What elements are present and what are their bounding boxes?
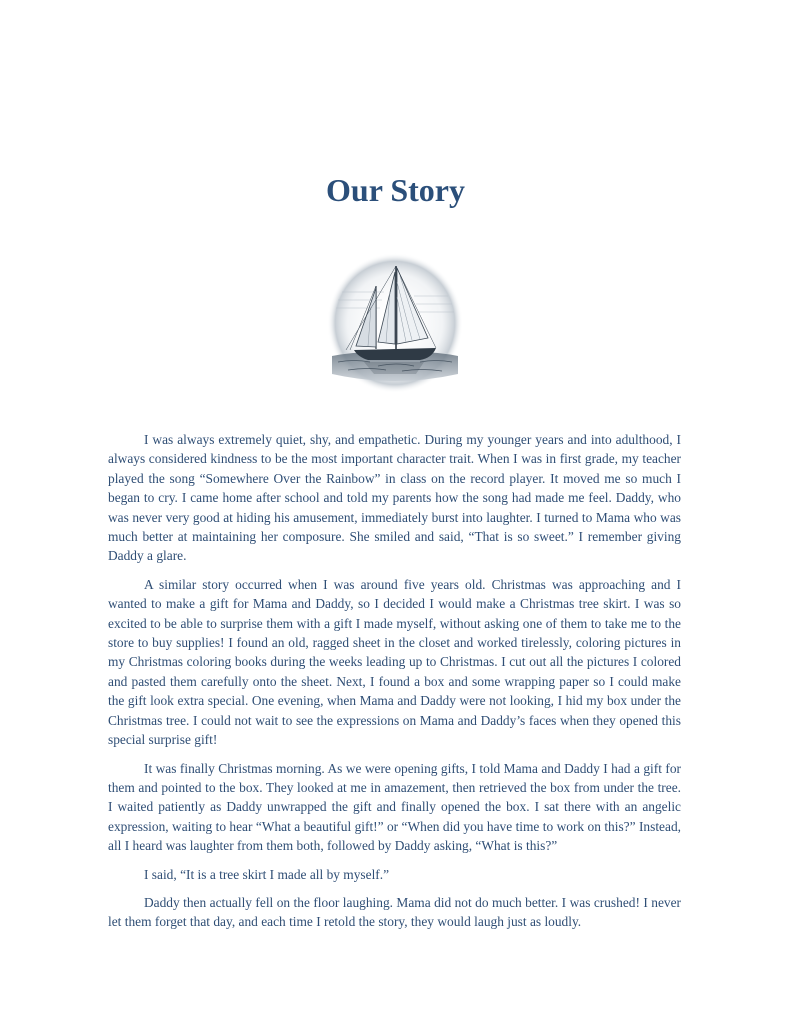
paragraph: Daddy then actually fell on the floor laughing. Mama did not do much better. I was crushed! I never let them forget that day, and each time I retold the story, they would laugh just as loudly.: [108, 894, 681, 930]
story-body: [108, 430, 681, 941]
paragraph: It was finally Christmas morning. As we were opening gifts, I told Mama and Daddy I had a gift for them and pointed to the box. They looked at me in amazement, then retrieved the box from under the tree. I waited patiently as Daddy unwrapped the gift and finally opened the box. I sat there with an angelic expression, waiting to hear “What a beautiful gift!” or “When did you have time to work on this?” Instead, all I heard was laughter from them both, followed by Daddy asking, “What is this?”: [108, 760, 681, 854]
paragraph: A similar story occurred when I was around five years old. Christmas was approaching and I wanted to make a gift for Mama and Daddy, so I decided I would make a Christmas tree skirt. I was so excited to be able to surprise them with a gift I made myself, without asking one of them to take me to the store to buy supplies! I found an old, ragged sheet in the closet and worked tirelessly, coloring pictures in my Christmas coloring books during the weeks leading up to Christmas. I cut out all the pictures I colored and pasted them carefully onto the sheet. Next, I found a box and some wrapping paper so I could make the gift look extra special. One evening, when Mama and Daddy were not looking, I hid my box under the Christmas tree. I could not wait to see the expressions on Mama and Daddy’s faces when they opened this special surprise gift!: [108, 576, 681, 748]
sailboat-illustration: [324, 252, 466, 394]
page-title: Our Story: [326, 172, 465, 208]
paragraph: I said, “It is a tree skirt I made all by myself.”: [144, 866, 390, 882]
paragraph: I was always extremely quiet, shy, and empathetic. During my younger years and into adulthood, I always considered kindness to be the most important character trait. When I was in first grade, my teacher played the song “Somewhere Over the Rainbow” in class on the record player. It moved me so much I began to cry. I came home after school and told my parents how the song had made me feel. Daddy, who was never very good at hiding his amusement, immediately burst into laughter. I turned to Mama who was much better at maintaining her composure. She smiled and said, “That is so sweet.” I remember giving Daddy a glare.: [108, 432, 681, 564]
